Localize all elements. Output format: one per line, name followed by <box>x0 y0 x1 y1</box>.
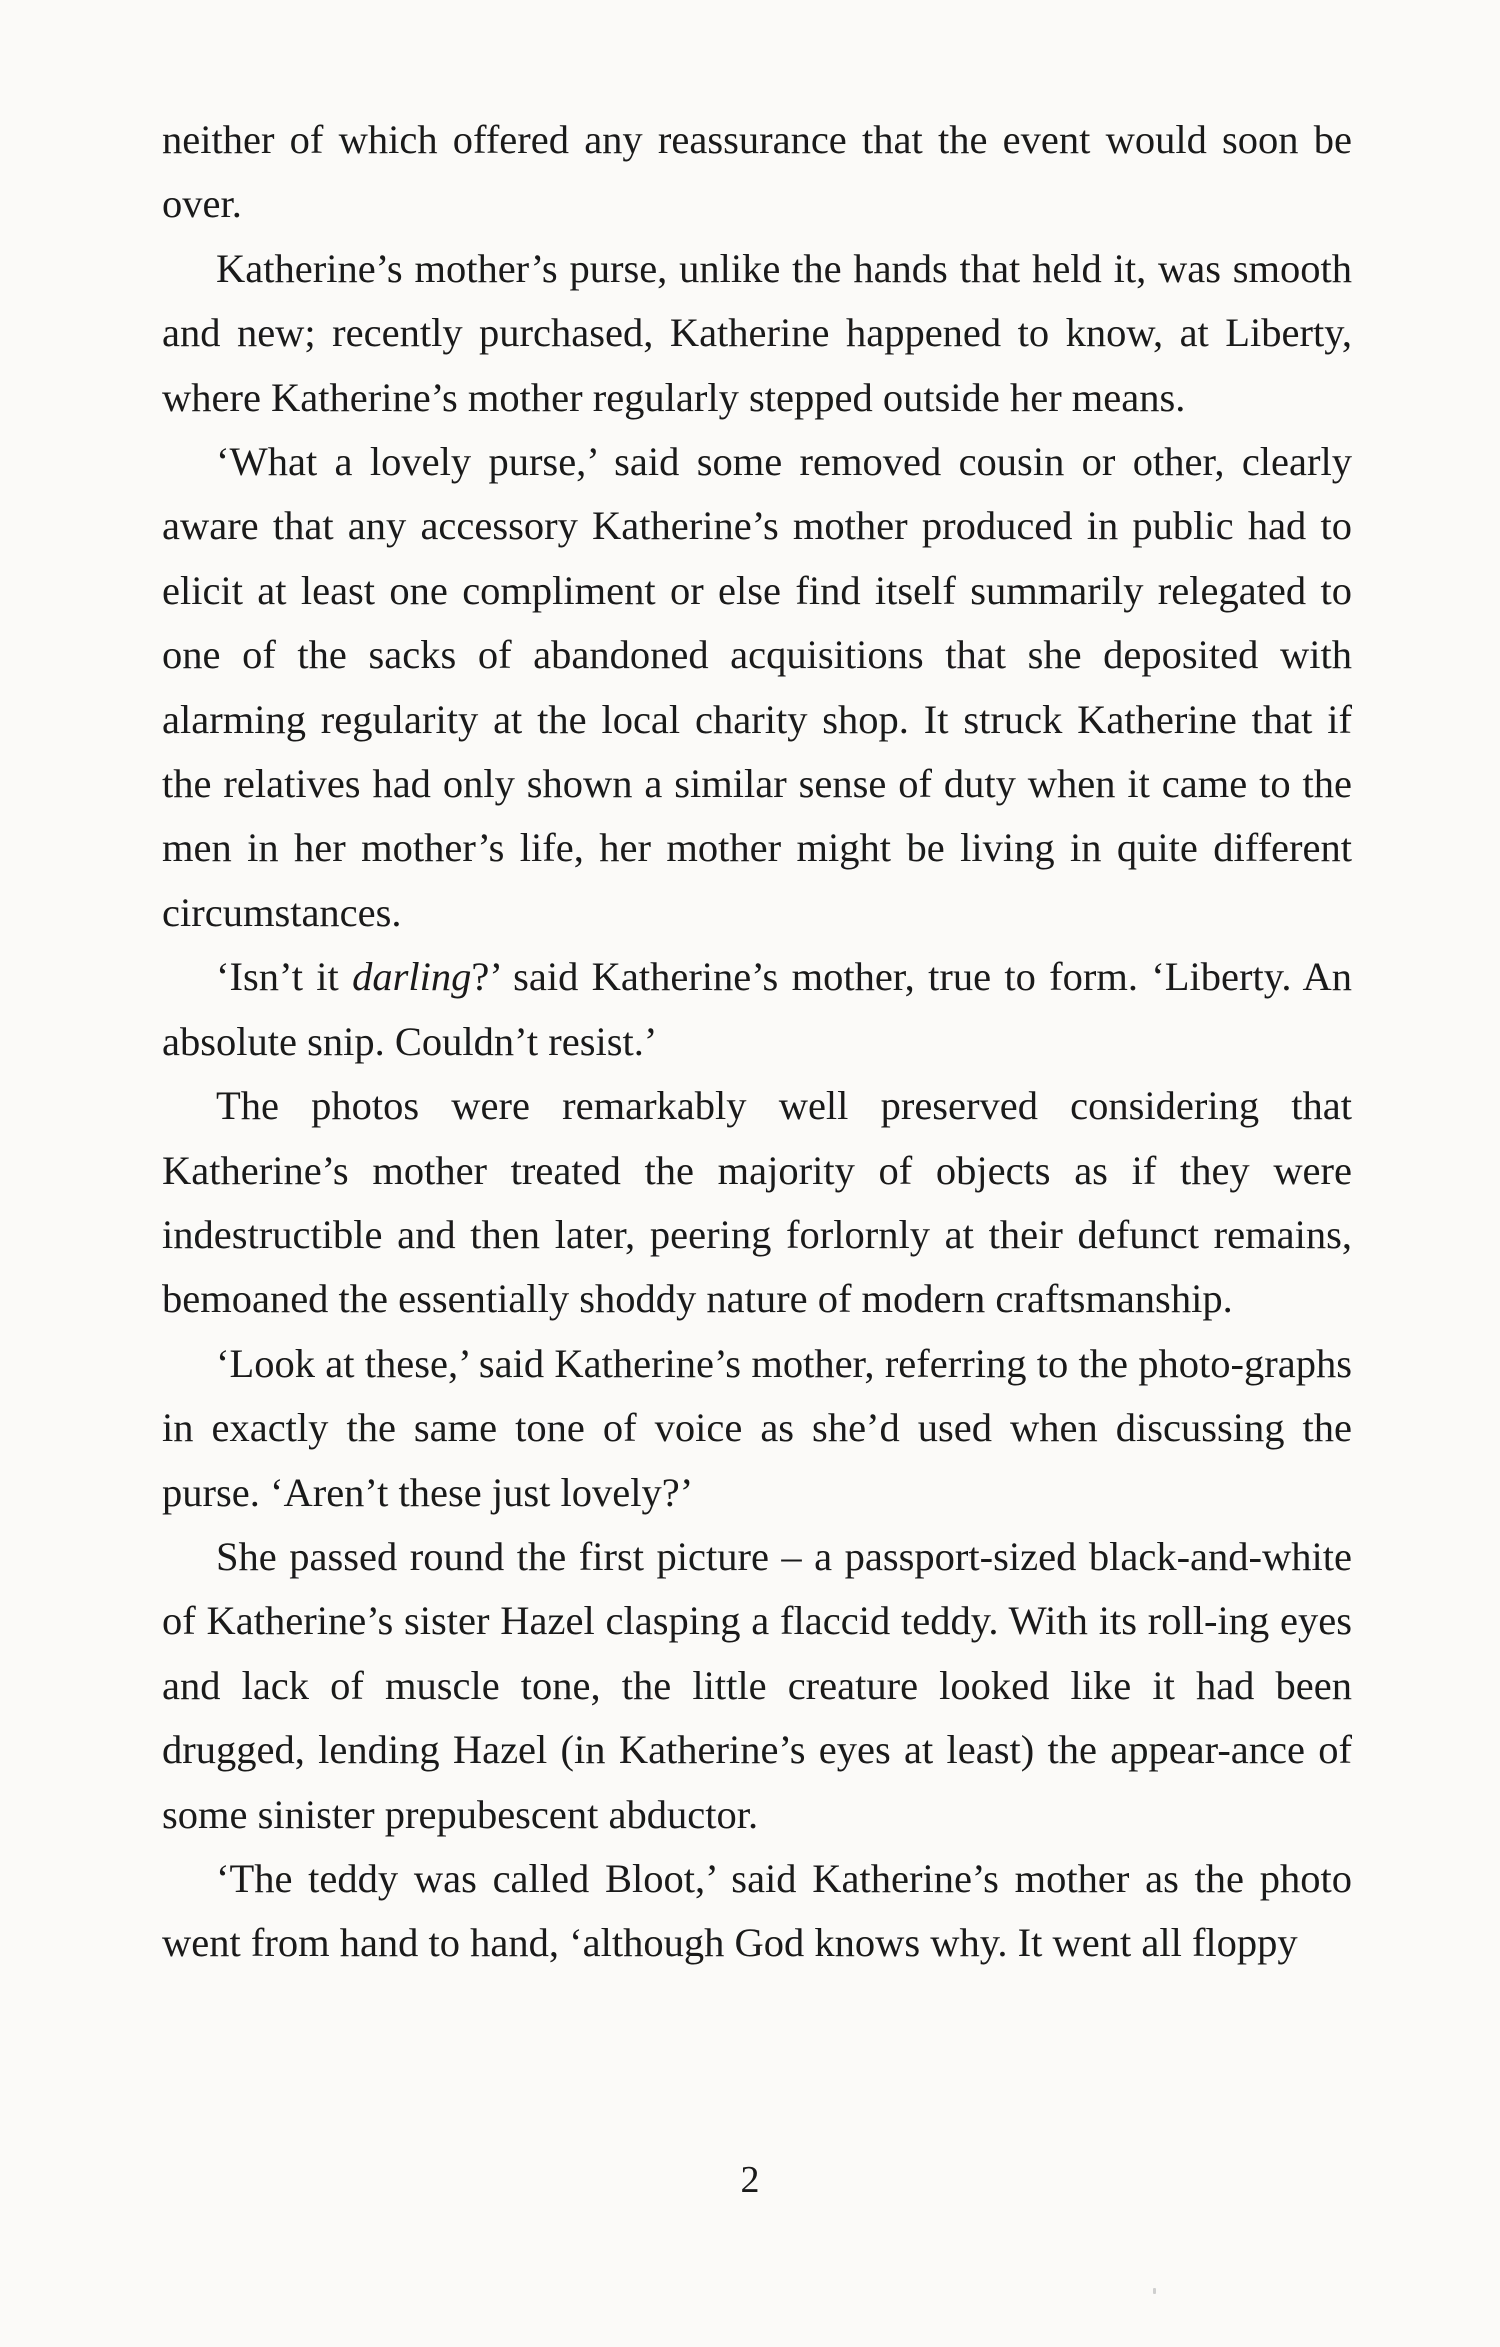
paragraph-8: ‘The teddy was called Bloot,’ said Katherine’s mother as the photo went from hand to hand, ‘although God knows why. It went all floppy <box>162 1855 1352 1966</box>
body-text <box>162 108 1352 1976</box>
paragraph-7: She passed round the first picture – a passport-sized black-and-white of Katherine’s sister Hazel clasping a flaccid teddy. With its roll-ing eyes and lack of muscle tone, the little creature looked like it had been drugged, lending Hazel (in Katherine’s eyes at least) the appear-ance of some sinister prepubescent abductor. <box>162 1533 1352 1837</box>
paragraph-3: ‘What a lovely purse,’ said some removed cousin or other, clearly aware that any accessory Katherine’s mother produced in public had to elicit at least one compliment or else find itself summarily relegated to one of the sacks of abandoned acquisitions that she deposited with alarming regularity at the local charity shop. It struck Katherine that if the relatives had only shown a similar sense of duty when it came to the men in her mother’s life, her mother might be living in quite different circumstances. <box>162 439 1352 935</box>
paragraph-4 <box>162 945 1352 1074</box>
paragraph-5: The photos were remarkably well preserved considering that Katherine’s mother treated the majority of objects as if they were indestructible and then later, peering forlornly at their defunct remains, bemoaned the essentially shoddy nature of modern craftsmanship. <box>162 1083 1352 1322</box>
paragraph-4-after: ?’ said Katherine’s mother, true to form. ‘Liberty. An absolute snip. Couldn’t resist.’ <box>162 954 1352 1064</box>
paragraph-4-before: ‘Isn’t it <box>216 954 353 1000</box>
paragraph-4-emphasis: darling <box>352 954 472 1000</box>
paragraph-6: ‘Look at these,’ said Katherine’s mother, referring to the photo-graphs in exactly the same tone of voice as she’d used when discussing the purse. ‘Aren’t these just lovely?’ <box>162 1340 1352 1515</box>
page-number: 2 <box>740 2159 760 2201</box>
paragraph-1: neither of which offered any reassurance that the event would soon be over. <box>162 117 1352 227</box>
paragraph-2: Katherine’s mother’s purse, unlike the hands that held it, was smooth and new; recently purchased, Katherine happened to know, at Liberty, where Katherine’s mother regularly stepped outside her means. <box>162 245 1352 420</box>
scan-speck <box>1153 2288 1156 2294</box>
